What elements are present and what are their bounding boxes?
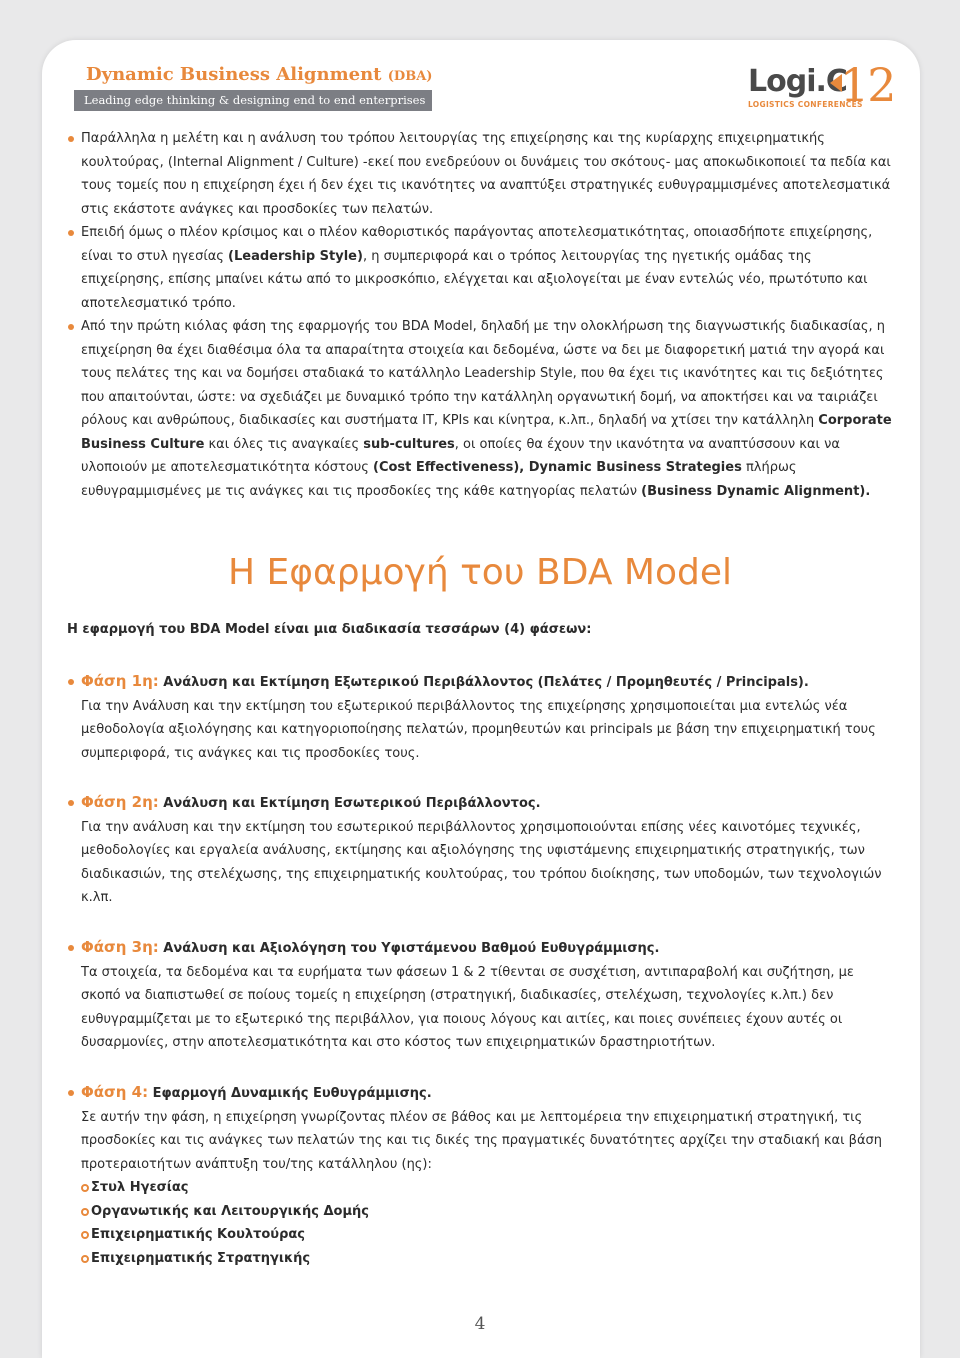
section-intro: Η εφαρμογή του BDA Model είναι μια διαδικασία τεσσάρων (4) φάσεων: bbox=[67, 622, 592, 637]
phase-4 bbox=[67, 1081, 897, 1270]
phase-4-item: Επιχειρηματικής Στρατηγικής bbox=[67, 1247, 897, 1271]
phase-1-body: Για την Ανάλυση και την εκτίμηση του εξωτερικού περιβάλλοντος της επιχείρησης χρησιμοποιείται μια εντελώς νέα μεθοδολογία αξιολόγησης και κατηγοριοποίησης πελατών, προμηθευτών και principals με βάση την επιχειρηματική τους συμπεριφορά, τις ανάγκες και τις προσδοκίες τους. bbox=[81, 698, 876, 761]
logic-logo bbox=[748, 58, 895, 112]
section-title: Η Εφαρμογή του BDA Model bbox=[228, 552, 732, 593]
paragraph-first-phase: Από την πρώτη κιόλας φάση της εφαρμογής του BDA Model, δηλαδή με την ολοκλήρωση της διαγνωστικής διαδικασίας, η επιχείρηση θα έχει διαθέσιμα όλα τα απαραίτητα στοιχεία και δεδομένα, ώστε να δει με διαφορετική ματιά την αγορά και τους πελάτες της και να δομήσει σταδιακά το κατάλληλο Leadership Style, που θα έχει τις ικανότητες και τις δεξιότητες που απαιτούνται, ώστε: να σχεδιάζει με δυναμικό τρόπο την κατάλληλη οργανωτική δομή, να αποκτήσει και να ταιριάζει ρόλους και ανθρώπους, διαδικασίες και συστήματα IT, KPIs και κίνητρα, κ.λπ., δηλαδή να χτίσει την κατάλληλη Corporate Business Culture και όλες τις αναγκαίες sub-cultures, οι οποίες θα έχουν την ικανότητα να αναπτύσσουν και να υλοποιούν με αποτελεσματικότητα κόστους (Cost Effectiveness), Dynamic Business Strategies πλήρως ευθυγραμμισμένες με τις ανάγκες και τις προσδοκίες της κάθε κατηγορίας πελατών (Business Dynamic Alignment). bbox=[67, 315, 897, 503]
logo-subtitle: LOGISTICS CONFERENCES bbox=[748, 100, 863, 109]
paragraph-internal-alignment: Παράλληλα η μελέτη και η ανάλυση του τρόπου λειτουργίας της επιχείρησης και της κυρίαρχης επιχειρηματικής κουλτούρας, (Internal Alignment / Culture) -εκεί που ενεδρεύουν οι δυνάμεις του σκότους- μας αποκωδικοποιεί τα πεδία και τους τομείς που η επιχείρηση έχει ή δεν έχει τις ικανότητες να αναπτύξει στρατηγικές ευθυγραμμισμένες αποτελεσματικά στις εκάστοτε ανάγκες και προσδοκίες των πελατών. bbox=[67, 127, 897, 221]
phase-4-item: Στυλ Ηγεσίας bbox=[67, 1176, 897, 1200]
phase-4-title: Φάση 4: Εφαρμογή Δυναμικής Ευθυγράμμισης. bbox=[67, 1081, 897, 1106]
phase-2-body: Για την ανάλυση και την εκτίμηση του εσωτερικού περιβάλλοντος χρησιμοποιούνται επίσης νέες καινοτόμες τεχνικές, μεθοδολογίες και εργαλεία ανάλυσης, εκτίμησης και αξιολόγησης της υφιστάμενης επιχειρηματικής στρατηγικής, των διαδικασιών, της στελέχωσης, της επιχειρηματικής κουλτούρας, του τρόπου διοίκησης, των υποδομών, των τεχνολογιών κ.λπ. bbox=[81, 819, 882, 905]
page-number: 4 bbox=[474, 1314, 486, 1334]
phase-3-body: Τα στοιχεία, τα δεδομένα και τα ευρήματα των φάσεων 1 & 2 τίθενται σε συσχέτιση, αντιπαραβολή και συζήτηση, με σκοπό να διαπιστωθεί σε ποίους τομείς η επιχείρηση (στρατηγική, διαδικασίες, στελέχωση, τεχνολογίες κ.λπ.) δεν ευθυγραμμίζεται με το εξωτερικό της περιβάλλον, για ποιους λόγους και αιτίες, και ποιες συνέπειες έχουν αυτές οι δυσαρμονίες, στην αποτελεσματικότητα και στο κόστος των επιχειρηματικών δραστηριοτήτων. bbox=[81, 964, 854, 1050]
phase-3-title: Φάση 3η: Ανάλυση και Αξιολόγηση του Υφιστάμενου Βαθμού Ευθυγράμμισης. bbox=[67, 936, 897, 961]
intro-paragraphs bbox=[67, 127, 897, 503]
logo-text: Logi.C bbox=[748, 64, 847, 99]
paragraph-leadership-style: Επειδή όμως ο πλέον κρίσιμος και ο πλέον καθοριστικός παράγοντας αποτελεσματικότητας, οποιασδήποτε επιχείρησης, είναι το στυλ ηγεσίας (Leadership Style), η συμπεριφορά και ο τρόπος λειτουργίας της ηγετικής ομάδας της επιχείρησης, επίσης μπαίνει κάτω από το μικροσκόπιο, ελέγχεται και αξιολογείται με έναν εντελώς νέο, πρωτότυπο και αποτελεσματικό τρόπο. bbox=[67, 221, 897, 315]
header-title: Dynamic Business Alignment (DBA) bbox=[86, 64, 433, 85]
logo-number: 12 bbox=[840, 58, 895, 112]
phase-4-item: Επιχειρηματικής Κουλτούρας bbox=[67, 1223, 897, 1247]
phase-2-title: Φάση 2η: Ανάλυση και Εκτίμηση Εσωτερικού Περιβάλλοντος. bbox=[67, 791, 897, 816]
header-title-abbr: (DBA) bbox=[387, 69, 433, 84]
phase-1-title: Φάση 1η: Ανάλυση και Εκτίμηση Εξωτερικού Περιβάλλοντος (Πελάτες / Προμηθευτές / Principals). bbox=[67, 670, 897, 695]
phase-2 bbox=[67, 791, 897, 910]
phase-3 bbox=[67, 936, 897, 1055]
phase-4-item: Οργανωτικής και Λειτουργικής Δομής bbox=[67, 1200, 897, 1224]
phase-1 bbox=[67, 670, 897, 765]
header-subtitle-bar: Leading edge thinking & designing end to end enterprises bbox=[74, 90, 432, 111]
phase-4-body: Σε αυτήν την φάση, η επιχείρηση γνωρίζοντας πλέον σε βάθος και με λεπτομέρεια την επιχειρηματική στρατηγική, τις προσδοκίες και τις ανάγκες των πελατών της και τις δικές της πραγματικές δυνατότητες αρχίζει την σταδιακή και βάση προτεραιοτήτων ανάπτυξη του/της κατάλληλου (ης): bbox=[81, 1109, 883, 1172]
